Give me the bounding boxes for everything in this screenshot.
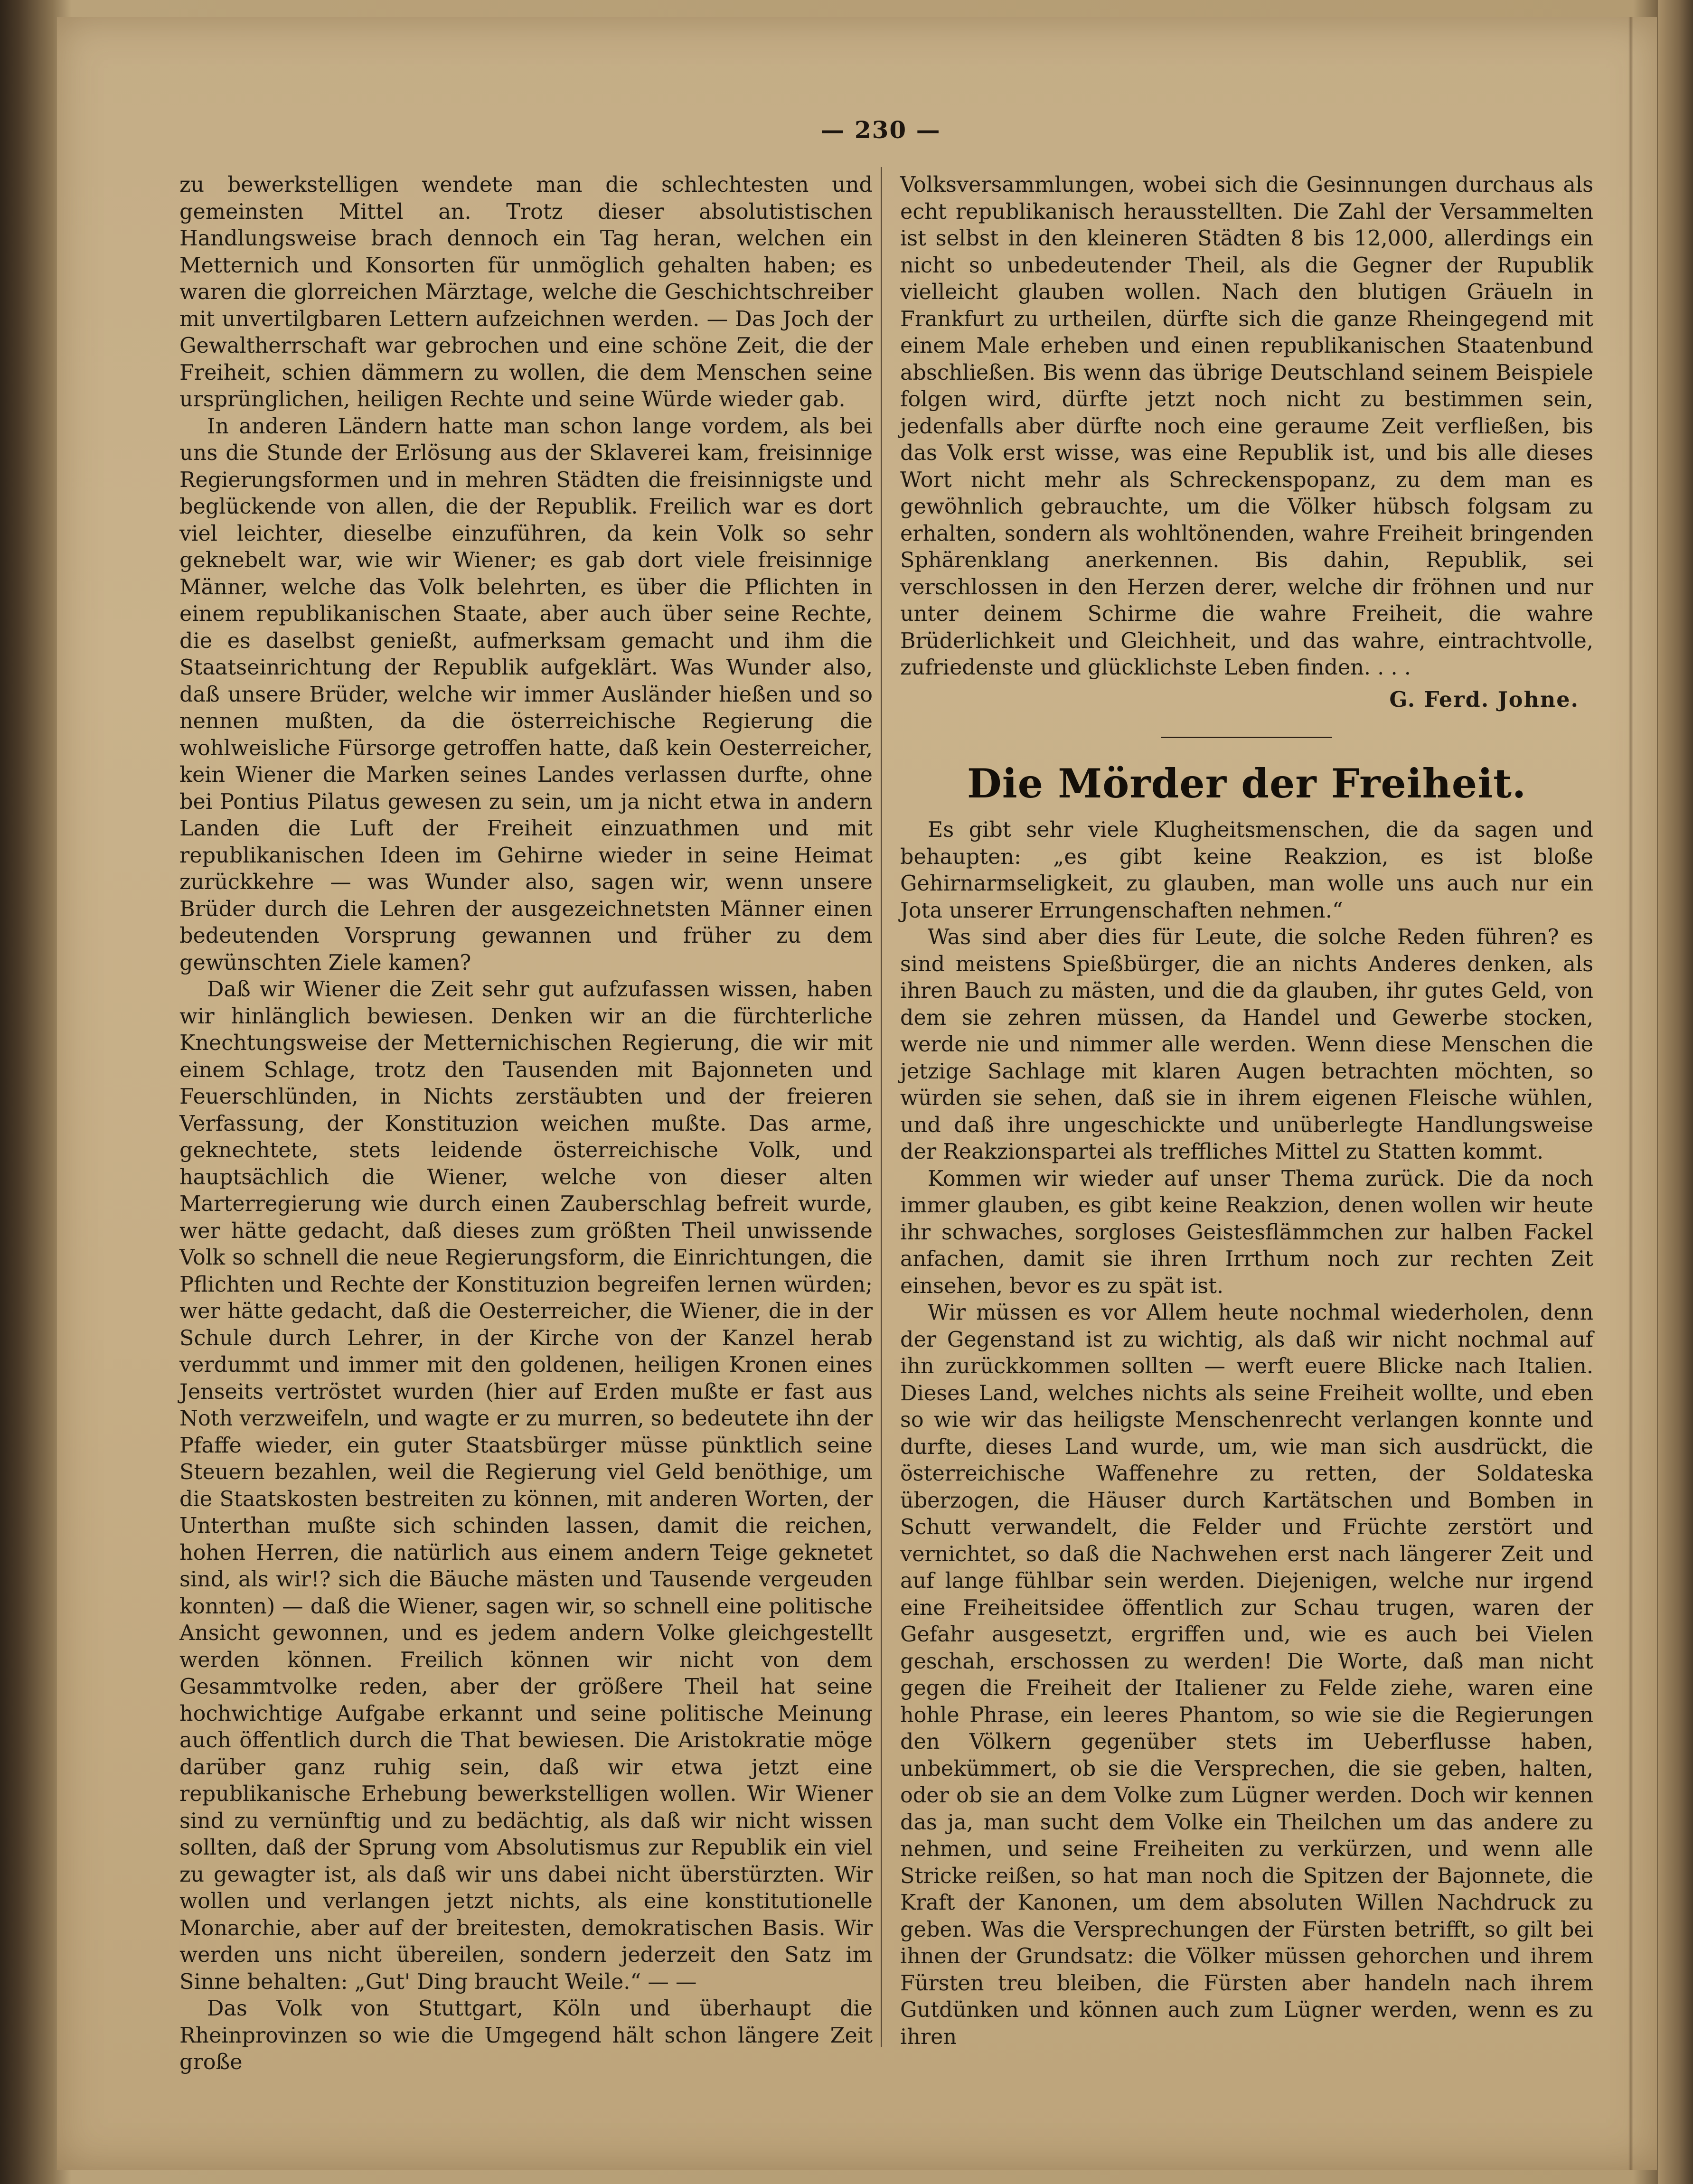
author-signature: G. Ferd. Johne. — [1389, 687, 1579, 712]
section-divider — [1161, 737, 1332, 738]
paragraph: Das Volk von Stuttgart, Köln und überhaupt die Rheinprovinzen so wie die Umgegend hält schon längere Zeit große — [179, 1997, 873, 2074]
right-column — [900, 172, 1593, 2051]
article-title: Die Mörder der Freiheit. — [967, 760, 1527, 807]
paragraph: Volksversammlungen, wobei sich die Gesinnungen durchaus als echt republikanisch herausstellten. Die Zahl der Versammelten ist selbst in den kleineren Städten 8 bis 12,000, allerdings ein nicht so unbedeutender Theil, als die Gegner der Rupublik vielleicht glauben wollen. Nach den blutigen Gräueln in Frankfurt zu urtheilen, dürfte sich die ganze Rheingegend mit einem Male erheben und einen republikanischen Staatenbund abschließen. Bis wenn das übrige Deutschland seinem Beispiele folgen wird, dürfte jetzt noch nicht zu bestimmen sein, jedenfalls aber dürfte noch eine geraume Zeit verfließen, bis das Volk erst wisse, was eine Republik ist, und bis alle dieses Wort nicht mehr als Schreckenspopanz, zu dem man es gewöhnlich gebrauchte, um die Völker hübsch folgsam zu erhalten, sondern als wohltönenden, wahre Freiheit bringenden Sphärenklang anerkennen. Bis dahin, Republik, sei verschlossen in den Herzen derer, welche dir fröhnen und nur unter deinem Schirme die wahre Freiheit, die wahre Brüderlichkeit und Gleichheit, und das wahre, eintrachtvolle, zufriedenste und glücklichste Leben finden. . . . — [900, 173, 1593, 680]
paragraph: Wir müssen es vor Allem heute nochmal wiederholen, denn der Gegenstand ist zu wichtig, als daß wir nicht nochmal auf ihn zurückkommen sollten — werft euere Blicke nach Italien. Dieses Land, welches nichts als seine Freiheit wollte, und eben so wie wir das heiligste Menschenrecht verlangen konnte und durfte, dieses Land wurde, um, wie man sich ausdrückt, die österreichische Waffenehre zu retten, der Soldateska überzogen, die Häuser durch Kartätschen und Bomben in Schutt verwandelt, die Felder und Früchte zerstört und vernichtet, so daß die Nachwehen erst nach längerer Zeit und auf lange fühlbar sein werden. Diejenigen, welche nur irgend eine Freiheitsidee öffentlich zur Schau trugen, waren der Gefahr ausgesetzt, ergriffen und, wie es auch bei Vielen geschah, erschossen zu werden! Die Worte, daß man nicht gegen die Freiheit der Italiener zu Felde ziehe, waren eine hohle Phrase, ein leeres Phantom, so wie sie die Regierungen den Völkern gegenüber stets im Ueberflusse haben, unbekümmert, ob sie die Versprechen, die sie geben, halten, oder ob sie an dem Volke zum Lügner werden. Doch wir kennen das ja, man sucht dem Volke ein Theilchen um das andere zu nehmen, und seine Freiheiten zu verkürzen, und wenn alle Stricke reißen, so hat man noch die Spitzen der Bajonnete, die Kraft der Kanonen, um dem absoluten Willen Nachdruck zu geben. Was die Versprechungen der Fürsten betrifft, so gilt bei ihnen der Grundsatz: die Völker müssen gehorchen und ihrem Fürsten treu bleiben, die Fürsten aber handeln nach ihrem Gutdünken und können auch zum Lügner werden, wenn es zu ihren — [900, 1301, 1593, 2049]
paragraph: Es gibt sehr viele Klugheitsmenschen, die da sagen und behaupten: „es gibt keine Reakzion, es ist bloße Gehirnarmseligkeit, zu glauben, man wolle uns auch nur ein Jota unserer Errungenschaften nehmen.“ — [900, 818, 1593, 923]
paragraph: In anderen Ländern hatte man schon lange vordem, als bei uns die Stunde der Erlösung aus der Sklaverei kam, freisinnige Regierungsformen und in mehren Städten die freisinnigste und beglückende von allen, die der Republik. Freilich war es dort viel leichter, dieselbe einzuführen, da kein Volk so sehr geknebelt war, wie wir Wiener; es gab dort viele freisinnige Männer, welche das Volk belehrten, es über die Pflichten in einem republikanischen Staate, aber auch über seine Rechte, die es daselbst genießt, aufmerksam gemacht und ihm die Staatseinrichtung der Republik aufgeklärt. Was Wunder also, daß unsere Brüder, welche wir immer Ausländer hießen und so nennen mußten, da die österreichische Regierung die wohlweisliche Fürsorge getroffen hatte, daß kein Oesterreicher, kein Wiener die Marken seines Landes verlassen durfte, ohne bei Pontius Pilatus gewesen zu sein, um ja nicht etwa in andern Landen die Luft der Freiheit einzuathmen und mit republikanischen Ideen im Gehirne wieder in seine Heimat zurückkehre — was Wunder also, sagen wir, wenn unsere Brüder durch die Lehren der ausgezeichnetsten Männer einen bedeutenden Vorsprung gewannen und früher zu dem gewünschten Ziele kamen? — [179, 414, 873, 975]
next-page-edge — [1658, 0, 1693, 2184]
left-column — [179, 172, 873, 2076]
page-fold — [1628, 17, 1633, 2170]
paragraph: Daß wir Wiener die Zeit sehr gut aufzufassen wissen, haben wir hinlänglich bewiesen. Denken wir an die fürchterliche Knechtungsweise der Metternichischen Regierung, die wir mit einem Schlage, trotz den Tausenden mit Bajonneten und Feuerschlünden, in Nichts zerstäubten und der freieren Verfassung, der Konstituzion weichen mußte. Das arme, geknechtete, stets leidende österreichische Volk, und hauptsächlich die Wiener, welche von dieser alten Marterregierung wie durch einen Zauberschlag befreit wurde, wer hätte gedacht, daß dieses zum größten Theil unwissende Volk so schnell die neue Regierungsform, die Einrichtungen, die Pflichten und Rechte der Konstituzion begreifen lernen würden; wer hätte gedacht, daß die Oesterreicher, die Wiener, die in der Schule durch Lehrer, in der Kirche von der Kanzel herab verdummt und immer mit den goldenen, heiligen Kronen eines Jenseits vertröstet wurden (hier auf Erden mußte er fast aus Noth verzweifeln, und wagte er zu murren, so bedeutete ihn der Pfaffe wieder, ein guter Staatsbürger müsse pünktlich seine Steuern bezahlen, weil die Regierung viel Geld benöthige, um die Staatskosten bestreiten zu können, mit anderen Worten, der Unterthan mußte sich schinden lassen, damit die reichen, hohen Herren, die natürlich aus einem andern Teige geknetet sind, als wir!? sich die Bäuche mästen und Tausende vergeuden konnten) — daß die Wiener, sagen wir, so schnell eine politische Ansicht gewonnen, und es jedem andern Volke gleichgestellt werden können. Freilich können wir nicht von dem Gesammtvolke reden, aber der größere Theil hat seine hochwichtige Aufgabe erkannt und seine politische Meinung auch öffentlich durch die That bewiesen. Die Aristokratie möge darüber ganz ruhig sein, daß wir etwa jetzt eine republikanische Erhebung bewerkstelligen wollen. Wir Wiener sind zu vernünftig und zu bedächtig, als daß wir nicht wissen sollten, daß der Sprung vom Absolutismus zur Republik ein viel zu gewagter ist, als daß wir uns dabei nicht überstürzten. Wir wollen und verlangen jetzt nichts, als eine konstitutionelle Monarchie, aber auf der breitesten, demokratischen Basis. Wir werden uns nicht übereilen, sondern jederzeit den Satz im Sinne behalten: „Gut' Ding braucht Weile.“ — — — [179, 977, 873, 1994]
page-number: — 230 — — [820, 116, 941, 144]
paragraph: Kommen wir wieder auf unser Thema zurück. Die da noch immer glauben, es gibt keine Reakzion, denen wollen wir heute ihr schwaches, sorgloses Geistesflämmchen zur halben Fackel anfachen, damit sie ihren Irrthum noch zur rechten Zeit einsehen, bevor es zu spät ist. — [900, 1166, 1593, 1298]
column-divider — [881, 167, 882, 2047]
paragraph: Was sind aber dies für Leute, die solche Reden führen? es sind meistens Spießbürger, die an nichts Anderes denken, als ihren Bauch zu mästen, und die da glauben, ihr gutes Geld, von dem sie zehren müssen, da Handel und Gewerbe stocken, werde nie und nimmer alle werden. Wenn diese Menschen die jetzige Sachlage mit klaren Augen betrachten möchten, so würden sie sehen, daß sie in ihrem eigenen Fleische wühlen, und daß ihre ungeschickte und unüberlegte Handlungsweise der Reakzionspartei als treffliches Mittel zu Statten kommt. — [900, 925, 1593, 1164]
paragraph: zu bewerkstelligen wendete man die schlechtesten und gemeinsten Mittel an. Trotz dieser absolutistischen Handlungsweise brach dennoch ein Tag heran, welchen ein Metternich und Konsorten für unmöglich gehalten haben; es waren die glorreichen Märztage, welche die Geschichtschreiber mit unvertilgbaren Lettern aufzeichnen werden. — Das Joch der Gewaltherrschaft war gebrochen und eine schöne Zeit, die der Freiheit, schien dämmern zu wollen, die dem Menschen seine ursprünglichen, heiligen Rechte und seine Würde wieder gab. — [179, 173, 873, 412]
